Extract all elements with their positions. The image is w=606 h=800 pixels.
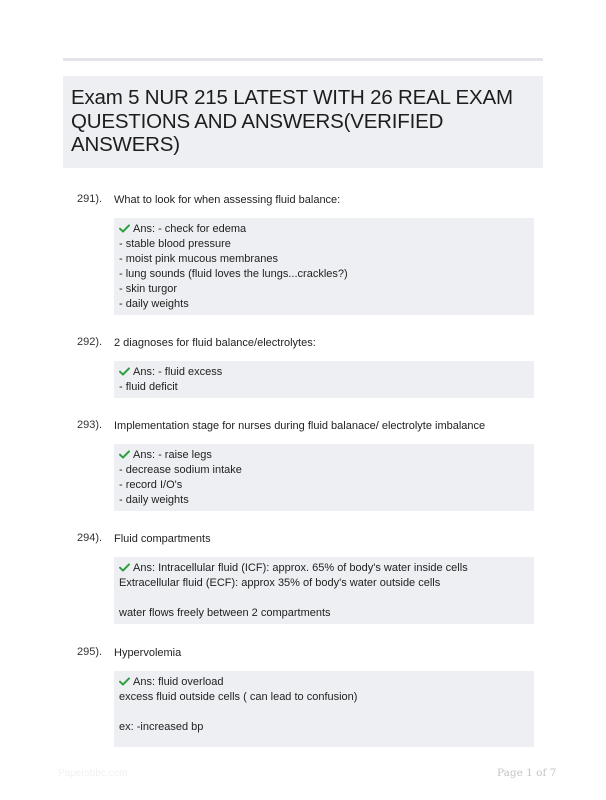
page-title — [71, 86, 533, 157]
answer-line — [119, 705, 529, 720]
answer-line: Ans: Intracellular fluid (ICF): approx. 65% of body's water inside cells — [133, 562, 468, 574]
question-text: Hypervolemia — [114, 647, 182, 659]
answer-line: - decrease sodium intake — [119, 464, 242, 476]
answer-line — [119, 591, 529, 606]
question-number: 294). — [77, 532, 103, 544]
question-number: 293). — [77, 419, 103, 431]
answer-line: Ans: - fluid excess — [133, 366, 223, 378]
title-line: ANSWERS) — [71, 133, 180, 156]
question-text: Fluid compartments — [114, 533, 211, 545]
answer-box — [114, 444, 534, 511]
answer-line: - stable blood pressure — [119, 238, 231, 250]
answer-line: - lung sounds (fluid loves the lungs...crackles?) — [119, 268, 348, 280]
footer-watermark: Papersbbc.com — [58, 768, 128, 779]
answer-line: Ans: - check for edema — [133, 223, 247, 235]
answer-line: excess fluid outside cells ( can lead to confusion) — [119, 691, 358, 703]
answer-line: - daily weights — [119, 494, 189, 506]
answer-line: Ans: - raise legs — [133, 449, 212, 461]
answer-box — [114, 671, 534, 747]
answer-line: - moist pink mucous membranes — [119, 253, 278, 265]
answer-line: Extracellular fluid (ECF): approx 35% of body's water outside cells — [119, 577, 441, 589]
answer-line: Ans: fluid overload — [133, 676, 224, 688]
answer-line: - skin turgor — [119, 283, 178, 295]
check-icon — [119, 677, 130, 686]
check-icon — [119, 563, 130, 572]
answer-line: water flows freely between 2 compartments — [119, 607, 331, 619]
answer-line: ex: -increased bp — [119, 721, 204, 733]
answer-box — [114, 557, 534, 624]
answer-box — [114, 218, 534, 315]
check-icon — [119, 224, 130, 233]
question-number: 292). — [77, 336, 103, 348]
question-text: 2 diagnoses for fluid balance/electrolytes: — [114, 337, 316, 349]
top-divider — [63, 58, 543, 61]
question-number: 295). — [77, 646, 103, 658]
question-text: What to look for when assessing fluid balance: — [114, 194, 341, 206]
check-icon — [119, 367, 130, 376]
question-text: Implementation stage for nurses during fluid balanace/ electrolyte imbalance — [114, 420, 486, 432]
answer-line: - daily weights — [119, 298, 189, 310]
answer-box — [114, 361, 534, 398]
page-number: Page 1 of 7 — [497, 767, 557, 779]
answer-line: - fluid deficit — [119, 381, 178, 393]
title-line: QUESTIONS AND ANSWERS(VERIFIED — [71, 109, 444, 133]
title-banner — [63, 76, 543, 168]
check-icon — [119, 450, 130, 459]
question-number: 291). — [77, 193, 103, 205]
title-line: Exam 5 NUR 215 LATEST WITH 26 REAL EXAM — [71, 86, 513, 109]
answer-line: - record I/O's — [119, 479, 183, 491]
